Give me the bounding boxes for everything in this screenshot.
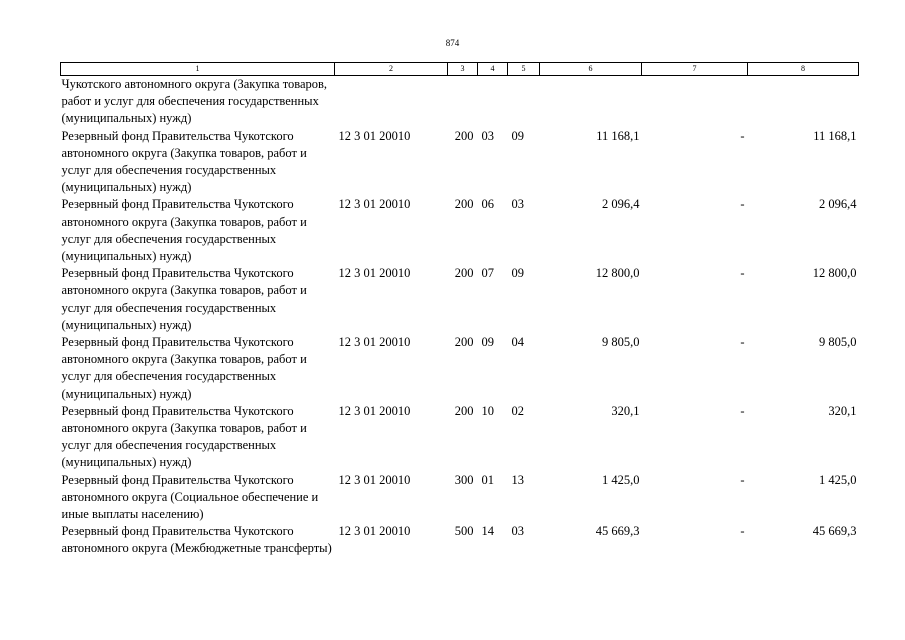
row-total: 11 168,1 (813, 128, 857, 143)
row-section: 10 (481, 403, 494, 418)
row-column-7: - (740, 403, 745, 418)
table-row (61, 472, 859, 524)
row-section: 09 (481, 335, 494, 350)
column-number-6: 6 (540, 63, 642, 76)
page-number: 874 (445, 38, 460, 48)
row-target-code: 12 3 01 20010 (338, 266, 411, 281)
row-column-7: - (740, 472, 745, 487)
table-row (61, 265, 859, 334)
row-amount: 45 669,3 (595, 524, 640, 539)
column-number-5: 5 (508, 63, 540, 76)
row-column-7: - (740, 524, 745, 539)
row-column-7: - (740, 128, 745, 143)
row-amount: 12 800,0 (595, 266, 640, 281)
row-expense-kind: 200 (454, 403, 474, 418)
column-number-2: 2 (335, 63, 448, 76)
row-subsection: 03 (511, 524, 524, 539)
row-total: 12 800,0 (812, 266, 857, 281)
row-section: 06 (481, 197, 494, 212)
row-total: 45 669,3 (812, 524, 857, 539)
row-subsection: 09 (511, 266, 524, 281)
row-column-7: - (740, 335, 745, 350)
table-row (61, 128, 859, 197)
row-expense-kind: 200 (454, 197, 474, 212)
column-number-8: 8 (748, 63, 859, 76)
row-total: 9 805,0 (819, 335, 857, 350)
row-target-code: 12 3 01 20010 (338, 403, 411, 418)
row-expense-kind: 200 (454, 128, 474, 143)
row-section: 14 (481, 524, 494, 539)
row-target-code: 12 3 01 20010 (338, 197, 411, 212)
column-number-4: 4 (478, 63, 508, 76)
row-total: 320,1 (828, 403, 857, 418)
continuation-text: Чукотского автономного округа (Закупка товаров, работ и услуг для обеспечения государственных (муниципальных) нужд) (61, 77, 328, 126)
column-number-7: 7 (642, 63, 748, 76)
row-target-code: 12 3 01 20010 (338, 128, 411, 143)
row-name: Резервный фонд Правительства Чукотского автономного округа (Закупка товаров, работ и услуг для обеспечения государственных (муниципальных) нужд) (61, 128, 307, 195)
row-subsection: 04 (511, 335, 524, 350)
row-amount: 9 805,0 (602, 335, 640, 350)
row-section: 01 (481, 472, 494, 487)
row-name: Резервный фонд Правительства Чукотского автономного округа (Социальное обеспечение и иные выплаты населению) (61, 472, 319, 522)
row-target-code: 12 3 01 20010 (338, 472, 411, 487)
row-expense-kind: 300 (454, 472, 474, 487)
row-amount: 320,1 (611, 403, 640, 418)
row-name: Резервный фонд Правительства Чукотского автономного округа (Межбюджетные трансферты) (61, 524, 332, 556)
row-name: Резервный фонд Правительства Чукотского автономного округа (Закупка товаров, работ и услуг для обеспечения государственных (муниципальных) нужд) (61, 403, 307, 470)
row-total: 1 425,0 (819, 472, 857, 487)
row-amount: 1 425,0 (602, 472, 640, 487)
table-row (61, 334, 859, 403)
row-subsection: 09 (511, 128, 524, 143)
row-subsection: 13 (511, 472, 524, 487)
table-header-row (61, 63, 859, 76)
row-total: 2 096,4 (819, 197, 857, 212)
row-subsection: 03 (511, 197, 524, 212)
row-name: Резервный фонд Правительства Чукотского автономного округа (Закупка товаров, работ и услуг для обеспечения государственных (муниципальных) нужд) (61, 197, 307, 264)
row-column-7: - (740, 266, 745, 281)
row-name: Резервный фонд Правительства Чукотского автономного округа (Закупка товаров, работ и услуг для обеспечения государственных (муниципальных) нужд) (61, 266, 307, 332)
table-row (61, 196, 859, 265)
row-amount: 11 168,1 (596, 128, 640, 143)
row-target-code: 12 3 01 20010 (338, 335, 411, 350)
row-subsection: 02 (511, 403, 524, 418)
row-amount: 2 096,4 (602, 197, 640, 212)
row-column-7: - (740, 197, 745, 212)
row-expense-kind: 500 (454, 524, 474, 539)
row-expense-kind: 200 (454, 335, 474, 350)
row-target-code: 12 3 01 20010 (338, 524, 411, 539)
row-section: 03 (481, 128, 494, 143)
table-row (61, 523, 859, 557)
continuation-row (61, 76, 859, 128)
column-number-1: 1 (61, 63, 335, 76)
table-row (61, 403, 859, 472)
row-section: 07 (481, 266, 494, 281)
budget-table (60, 62, 859, 558)
row-expense-kind: 200 (454, 266, 474, 281)
column-number-3: 3 (448, 63, 478, 76)
row-name: Резервный фонд Правительства Чукотского автономного округа (Закупка товаров, работ и услуг для обеспечения государственных (муниципальных) нужд) (61, 335, 307, 401)
